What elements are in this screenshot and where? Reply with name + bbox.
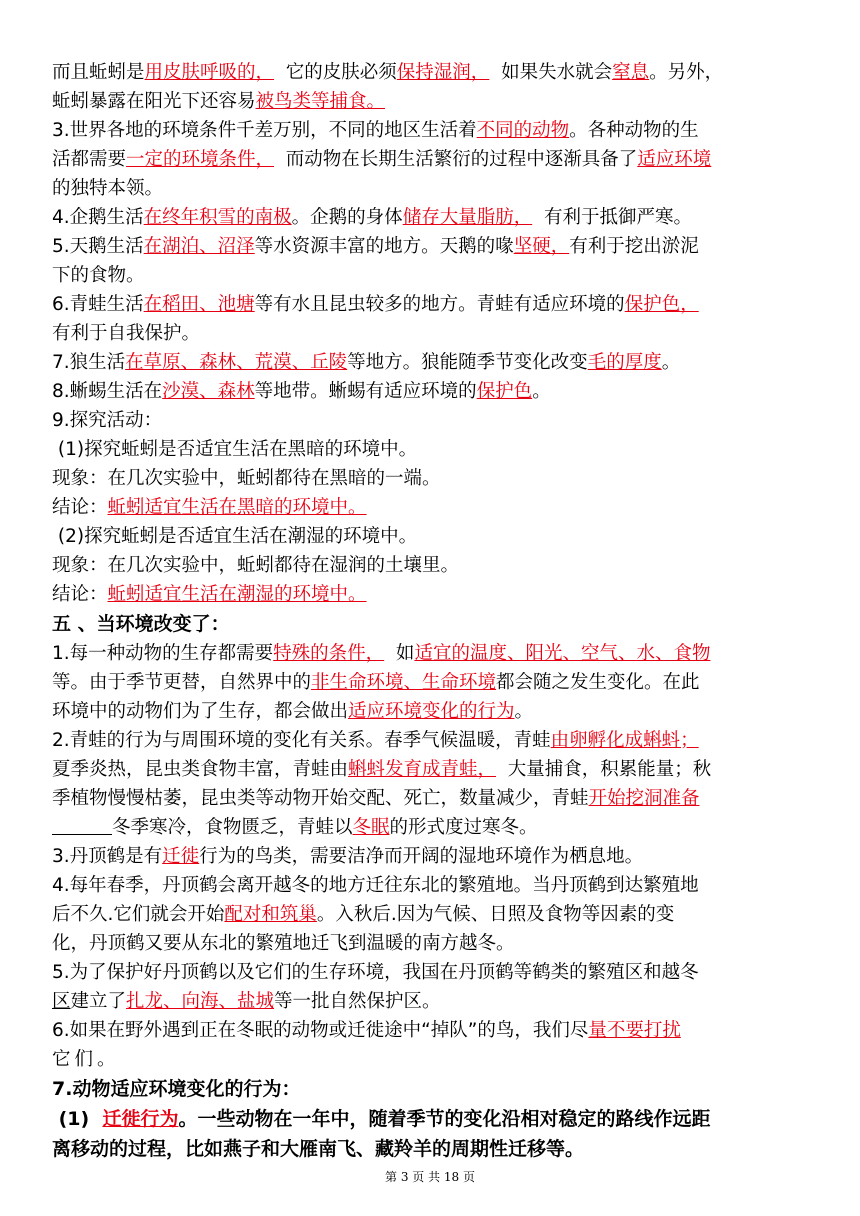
answer-text: 适应环境 <box>637 149 712 170</box>
body-text: 现象：在几次实验中，蚯蚓都待在黑暗的一端。 <box>52 468 441 489</box>
body-text: 1.每一种动物的生存都需要 <box>52 643 274 664</box>
answer-text: 储存大量脂肪， <box>402 207 533 228</box>
text-line <box>52 580 814 609</box>
body-text: 7.狼生活 <box>52 352 126 373</box>
body-text: 下的食物。 <box>52 265 145 286</box>
section-heading-line <box>52 1134 814 1164</box>
answer-text: 迁徙 <box>162 846 200 867</box>
body-text: 环境中的动物们为了生存，都会做出 <box>52 701 349 722</box>
text-line <box>52 203 814 232</box>
body-text: 等。由于季节更替，自然界中的 <box>52 672 312 693</box>
answer-text: 适应环境变化的行为 <box>348 701 515 722</box>
body-text: 。 <box>532 381 551 402</box>
answer-text: 在稻田、池塘 <box>143 294 255 315</box>
body-text: 6.如果在野外遇到正在冬眠的动物或迁徙途中“掉队”的鸟，我们尽 <box>52 1020 589 1041</box>
answer-text: 蚯蚓适宜生活在黑暗的环境中。 <box>107 497 367 518</box>
fill-blank <box>52 816 112 835</box>
text-line <box>52 406 814 435</box>
body-text: 冬季寒冷，食物匮乏，青蛙以 <box>112 817 353 838</box>
body-text: 4.企鹅生活 <box>52 207 144 228</box>
text-line <box>52 668 814 697</box>
text-line <box>52 377 814 406</box>
text-line <box>52 87 814 116</box>
text-line <box>52 784 814 813</box>
body-text: 大量捕食，积累能量；秋 <box>496 759 712 780</box>
body-text: 建立了 <box>70 991 127 1012</box>
answer-text: 毛的厚度 <box>587 352 662 373</box>
answer-text: 蚯蚓适宜生活在潮湿的环境中。 <box>107 584 367 605</box>
body-text: 的形式度过寒冬。 <box>389 817 538 838</box>
answer-text: 坚硬， <box>513 236 570 257</box>
text-line <box>52 900 814 929</box>
body-text: 区 <box>52 991 71 1012</box>
answer-text: 非生命环境、生命环境 <box>311 672 497 693</box>
answer-text: 冬眠 <box>352 817 390 838</box>
body-text: 结论： <box>52 497 108 518</box>
body-text: 5.天鹅生活 <box>52 236 144 257</box>
answer-text: 开始挖洞准备 <box>588 788 700 809</box>
body-text: 离移动的过程，比如燕子和大雁南飞、藏羚羊的周期性迁移等。 <box>52 1138 585 1160</box>
body-text: (1)探究蚯蚓是否适宜生活在黑暗的环境中。 <box>52 439 418 460</box>
text-line <box>52 435 814 464</box>
answer-text: 沙漠、森林 <box>162 381 255 402</box>
answer-text: 在终年积雪的南极 <box>143 207 292 228</box>
body-text: 都会随之发生变化。在此 <box>496 672 700 693</box>
body-text: (2)探究蚯蚓是否适宜生活在潮湿的环境中。 <box>52 526 418 547</box>
body-text: 等一批自然保护区。 <box>274 991 441 1012</box>
text-line <box>52 987 814 1016</box>
body-text: 9.探究活动： <box>52 410 163 431</box>
answer-text: 适宜的温度、阳光、空气、水、食物 <box>414 643 711 664</box>
body-text: 。 <box>661 352 681 373</box>
page-footer: 第 3 页 共 18 页 <box>385 1170 475 1184</box>
answer-text: 保持湿润， <box>396 62 490 83</box>
body-text: 活都需要 <box>52 149 127 170</box>
answer-text: 配对和筑巢 <box>224 904 317 925</box>
body-text: 有利于抵御严寒。 <box>532 207 692 228</box>
body-text: 而动物在长期生活繁衍的过程中逐渐具备了 <box>274 149 638 170</box>
answer-text: 由卵孵化成蝌蚪； <box>550 730 699 751</box>
body-text: 化，丹顶鹤又要从东北的繁殖地迁飞到温暖的南方越冬。 <box>52 933 515 954</box>
body-text: 夏季炎热，昆虫类食物丰富，青蛙由 <box>52 759 349 780</box>
text-line <box>52 958 814 987</box>
body-text: 3.世界各地的环境条件千差万别，不同的地区生活着 <box>52 120 477 141</box>
body-text: 季植物慢慢枯萎，昆虫类等动物开始交配、死亡，数量减少，青蛙 <box>52 788 589 809</box>
text-line <box>52 697 814 726</box>
body-text: 后不久.它们就会开始 <box>52 904 225 925</box>
text-line <box>52 755 814 784</box>
answer-text: 特殊的条件， <box>273 643 385 664</box>
text-line <box>52 1016 814 1045</box>
body-text: 7.动物适应环境变化的行为： <box>52 1078 301 1100</box>
body-text: 蚯蚓暴露在阳光下还容易 <box>52 91 256 112</box>
text-line <box>52 493 814 522</box>
body-text: 结论： <box>52 584 108 605</box>
body-text: 它的皮肤必须 <box>274 62 397 83</box>
answer-text: 保护色， <box>624 294 699 315</box>
text-line <box>52 551 814 580</box>
text-line <box>52 871 814 900</box>
body-text: 有利于挖出淤泥 <box>569 236 699 257</box>
body-text: 行为的鸟类，需要洁净而开阔的湿地环境作为栖息地。 <box>199 846 644 867</box>
body-text: 等水资源丰富的地方。天鹅的喙 <box>254 236 514 257</box>
body-text: 等地带。蜥蜴有适应环境的 <box>254 381 477 402</box>
section-heading-line <box>52 1074 814 1104</box>
text-line <box>52 522 814 551</box>
body-text: 5.为了保护好丹顶鹤以及它们的生存环境，我国在丹顶鹤等鹤类的繁殖区和越冬 <box>52 962 699 983</box>
text-line <box>52 261 814 290</box>
text-line <box>52 174 814 203</box>
answer-text: 量不要打扰 <box>588 1020 681 1041</box>
body-text: 。入秋后.因为气候、日照及食物等因素的变 <box>316 904 675 925</box>
body-text: 有利于自我保护。 <box>52 323 201 344</box>
answer-text: 扎龙、向海、盐城 <box>126 991 275 1012</box>
body-text: 的独特本领。 <box>52 178 164 199</box>
body-text: 4.每年春季，丹顶鹤会离开越冬的地方迁往东北的繁殖地。当丹顶鹤到达繁殖地 <box>52 875 699 896</box>
body-text: 。各种动物的生 <box>569 120 699 141</box>
text-line <box>52 58 814 87</box>
text-line <box>52 232 814 261</box>
text-line <box>52 319 814 348</box>
answer-text: 一定的环境条件， <box>126 149 275 170</box>
body-text: 五 、当环境改变了： <box>52 613 230 635</box>
body-text: 8.蜥蜴生活在 <box>52 381 163 402</box>
text-line <box>52 290 814 319</box>
answer-text: 窒息 <box>612 62 650 83</box>
body-text: 如果失水就会 <box>489 62 613 83</box>
body-text: 而且蚯蚓是 <box>52 62 145 83</box>
body-text: 3.丹顶鹤是有 <box>52 846 163 867</box>
text-line <box>52 813 814 842</box>
text-line <box>52 116 814 145</box>
document-body <box>52 58 814 1164</box>
body-text: 它们。 <box>52 1049 120 1070</box>
body-text: 等有水且昆虫较多的地方。青蛙有适应环境的 <box>254 294 625 315</box>
answer-text: 迁徙行为 <box>102 1108 179 1130</box>
body-text: 。另外， <box>649 62 724 83</box>
answer-text: 被鸟类等捕食。 <box>255 91 386 112</box>
answer-text: 在草原、森林、荒漠、丘陵 <box>125 352 348 373</box>
answer-text: 用皮肤呼吸的， <box>144 62 275 83</box>
answer-text: 蝌蚪发育成青蛙， <box>348 759 497 780</box>
body-text: 等地方。狼能随季节变化改变 <box>347 352 588 373</box>
text-line <box>52 145 814 174</box>
body-text: 现象：在几次实验中，蚯蚓都待在湿润的土壤里。 <box>52 555 460 576</box>
answer-text: 在湖泊、沼泽 <box>143 236 255 257</box>
body-text: 6.青蛙生活 <box>52 294 144 315</box>
body-text: 如 <box>384 643 415 664</box>
section-heading-line <box>52 1104 814 1134</box>
text-line <box>52 464 814 493</box>
text-line <box>52 726 814 755</box>
text-line <box>52 1045 814 1074</box>
section-heading-line <box>52 609 814 639</box>
text-line <box>52 348 814 377</box>
answer-text: 不同的动物 <box>476 120 570 141</box>
body-text: (1) <box>52 1108 103 1130</box>
text-line <box>52 842 814 871</box>
body-text: 。企鹅的身体 <box>291 207 403 228</box>
body-text: 2.青蛙的行为与周围环境的变化有关系。春季气候温暖，青蛙 <box>52 730 551 751</box>
body-text: 。 <box>514 701 534 722</box>
body-text: 。一些动物在一年中，随着季节的变化沿相对稳定的路线作远距 <box>178 1108 711 1130</box>
answer-text: 保护色 <box>476 381 533 402</box>
text-line <box>52 929 814 958</box>
text-line <box>52 639 814 668</box>
